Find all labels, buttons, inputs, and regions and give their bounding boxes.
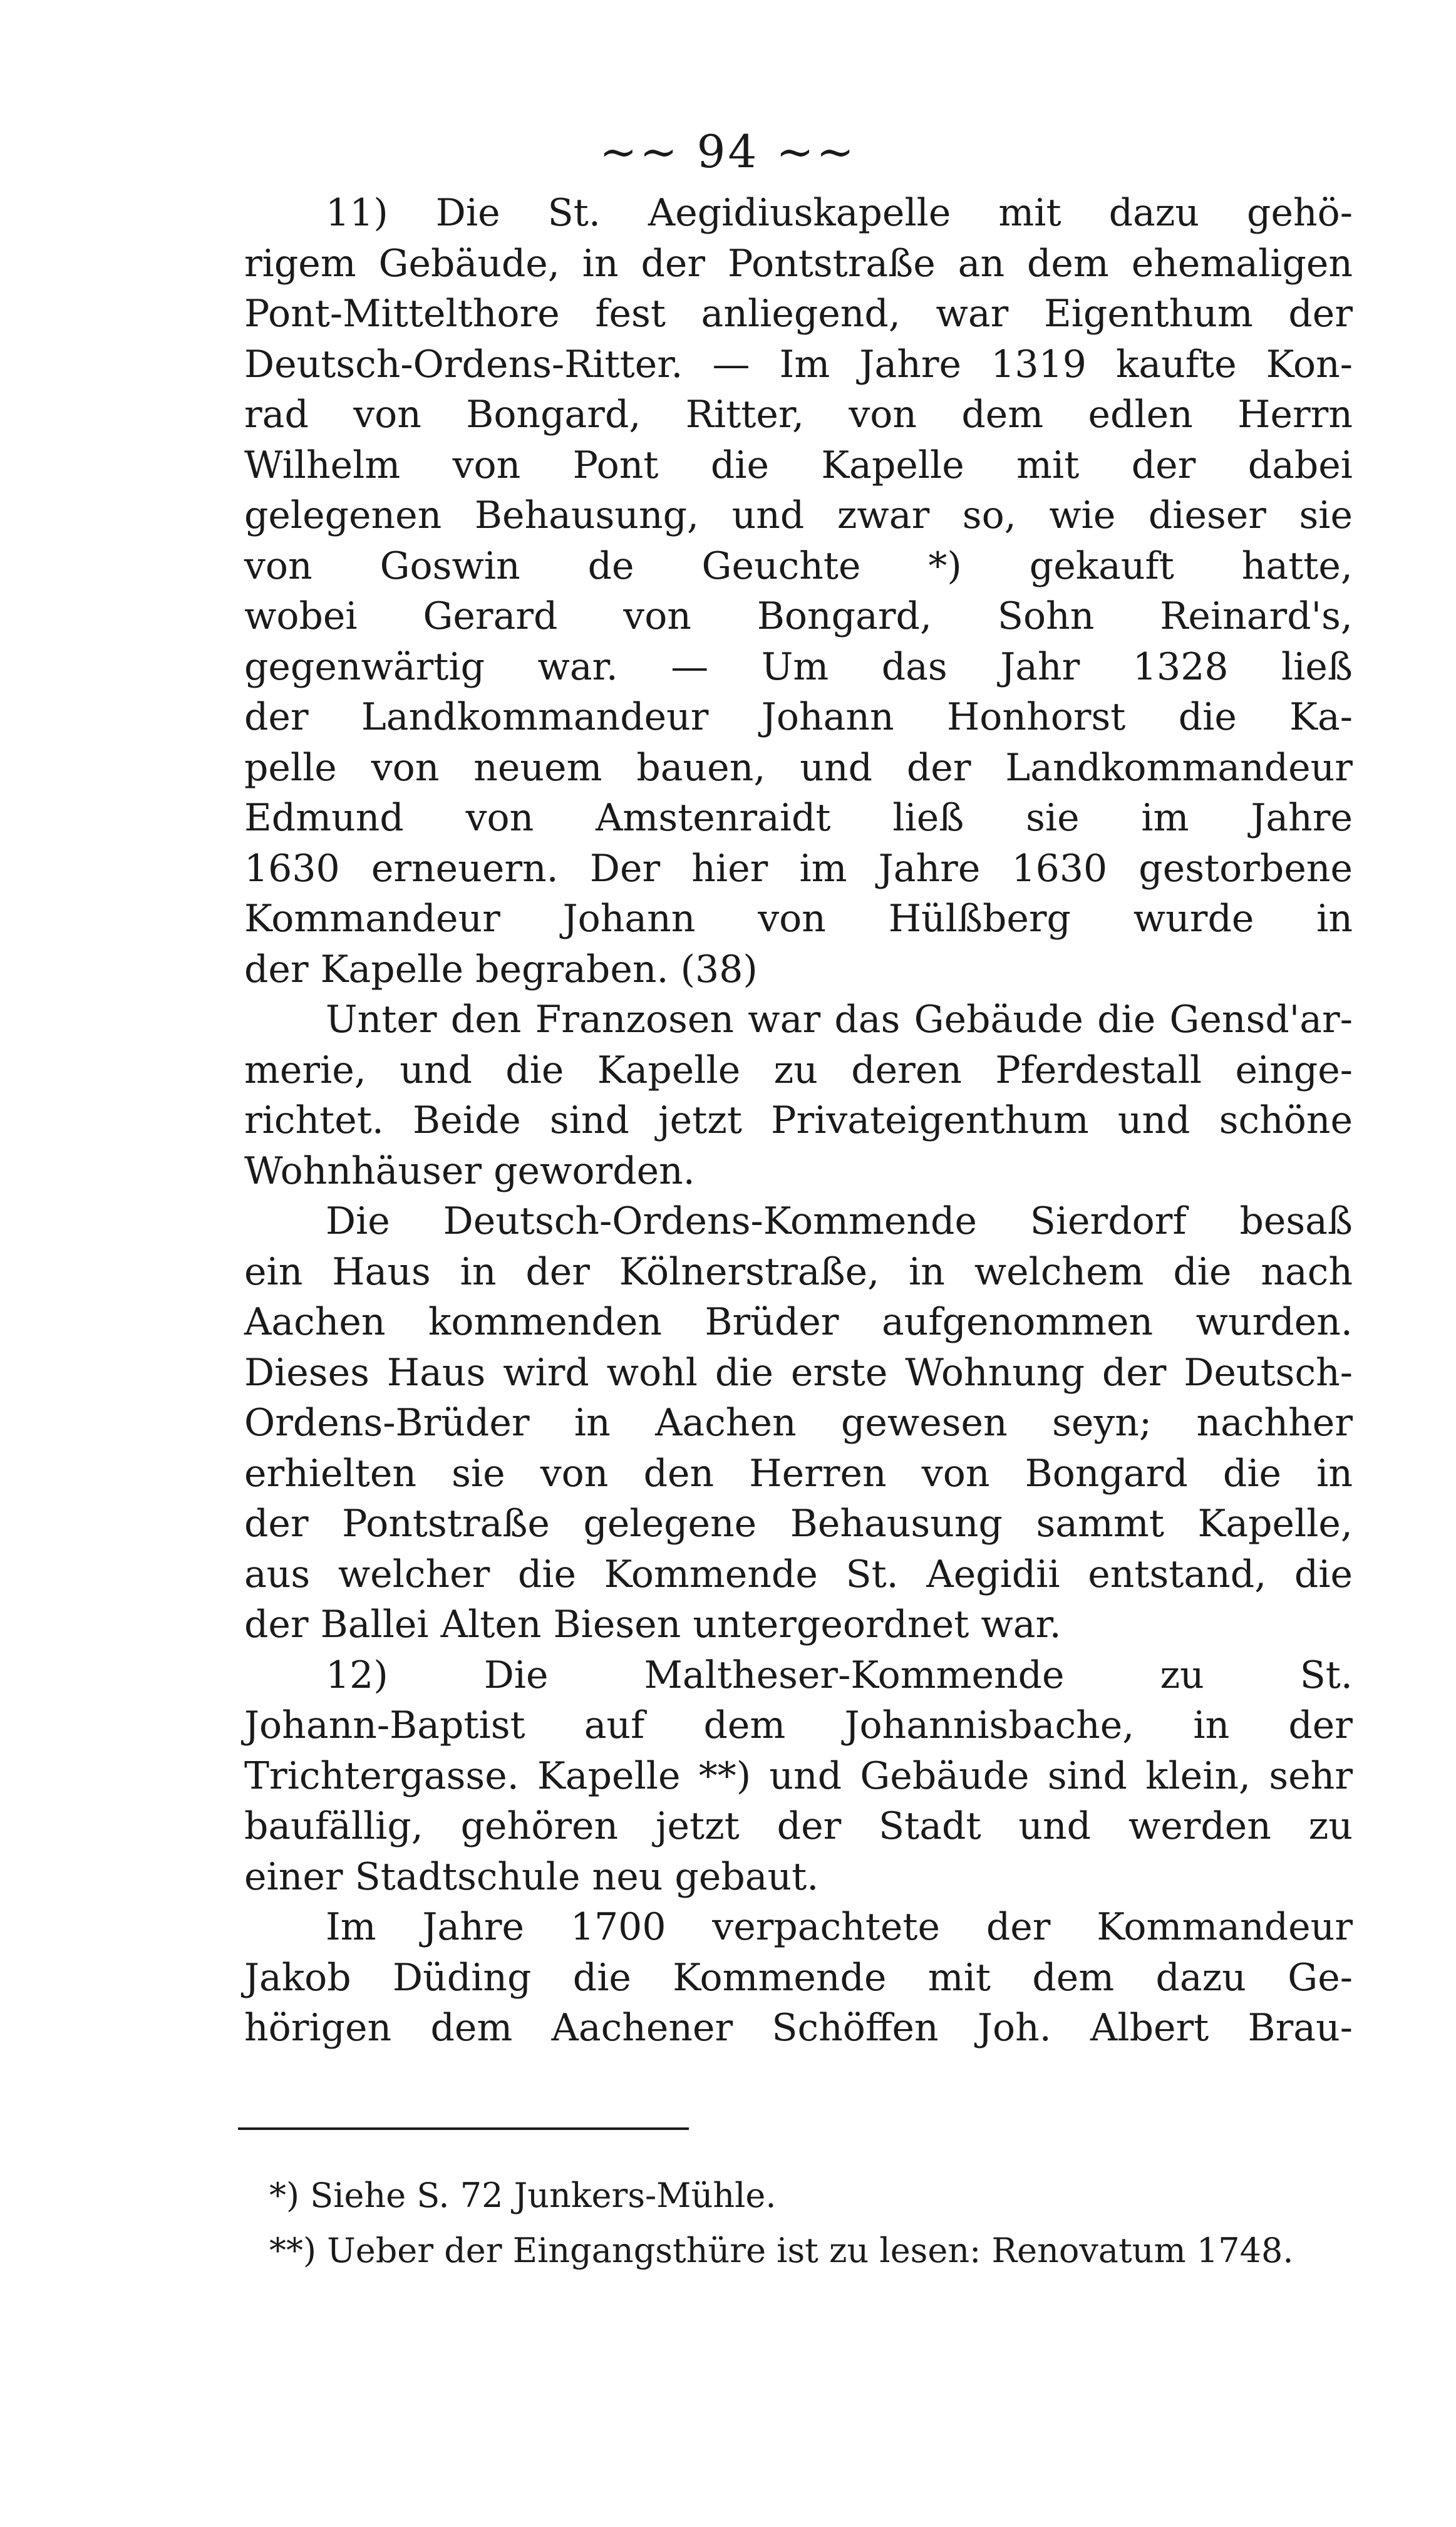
text-line: merie, und die Kapelle zu deren Pferdestall einge- [244,1048,1353,1092]
text-line: Ordens-Brüder in Aachen gewesen seyn; nachher [244,1401,1353,1445]
text-line: Wohnhäuser geworden. [244,1149,695,1193]
text-line: rigem Gebäude, in der Pontstraße an dem ehemaligen [244,241,1353,286]
text-line: Trichtergasse. Kapelle **) und Gebäude sind klein, sehr [244,1754,1353,1798]
text-line: baufällig, gehören jetzt der Stadt und werden zu [244,1804,1353,1848]
text-line: Johann-Baptist auf dem Johannisbache, in der [244,1703,1353,1747]
footnote-rule [238,2127,689,2130]
text-line: Edmund von Amstenraidt ließ sie im Jahre [244,796,1353,840]
footnote: *) Siehe S. 72 Junkers-Mühle. [269,2176,777,2215]
body-text [244,188,1353,2054]
text-line: Dieses Haus wird wohl die erste Wohnung der Deutsch- [244,1350,1353,1395]
text-line: 1630 erneuern. Der hier im Jahre 1630 gestorbene [244,846,1353,891]
text-line: rad von Bongard, Ritter, von dem edlen Herrn [244,393,1353,437]
footnote: **) Ueber der Eingangsthüre ist zu lesen: Renovatum 1748. [269,2231,1294,2270]
text-line: 12) Die Maltheser-Kommende zu St. [326,1653,1353,1697]
text-line: richtet. Beide sind jetzt Privateigenthum und schöne [244,1098,1353,1142]
text-line: Deutsch-Ordens-Ritter. — Im Jahre 1319 kaufte Kon- [244,342,1353,386]
text-line: Unter den Franzosen war das Gebäude die Gensd'ar- [326,998,1353,1041]
text-line: gelegenen Behausung, und zwar so, wie dieser sie [244,494,1353,537]
text-line: der Landkommandeur Johann Honhorst die Ka- [244,695,1353,739]
text-line: Aachen kommenden Brüder aufgenommen wurden. [244,1300,1353,1344]
page-number: ~~ 94 ~~ [599,125,857,178]
text-line: pelle von neuem bauen, und der Landkommandeur [244,745,1353,790]
text-line: von Goswin de Geuchte *) gekauft hatte, [244,544,1353,588]
text-line: einer Stadtschule neu gebaut. [244,1854,819,1899]
footnotes [269,2168,1353,2278]
text-line: wobei Gerard von Bongard, Sohn Reinard's, [244,594,1353,638]
text-line: Kommandeur Johann von Hülßberg wurde in [244,897,1353,941]
text-line: Wilhelm von Pont die Kapelle mit der dabei [244,443,1353,487]
text-line: 11) Die St. Aegidiuskapelle mit dazu gehö- [326,191,1353,235]
text-line: aus welcher die Kommende St. Aegidii entstand, die [244,1552,1353,1596]
text-line: erhielten sie von den Herren von Bongard die in [244,1451,1353,1496]
text-line: ein Haus in der Kölnerstraße, in welchem die nach [244,1249,1353,1294]
text-line: gegenwärtig war. — Um das Jahr 1328 ließ [244,644,1353,689]
text-line: der Ballei Alten Biesen untergeordnet war. [244,1603,1061,1646]
text-line: hörigen dem Aachener Schöffen Joh. Albert Brau- [244,2006,1353,2050]
text-line: Jakob Düding die Kommende mit dem dazu Ge- [244,1955,1353,2000]
text-line: Im Jahre 1700 verpachtete der Kommandeur [326,1905,1353,1949]
text-line: Pont-Mittelthore fest anliegend, war Eigenthum der [244,292,1353,336]
text-line: Die Deutsch-Ordens-Kommende Sierdorf besaß [326,1199,1353,1243]
text-line: der Pontstraße gelegene Behausung sammt Kapelle, [244,1502,1353,1546]
text-line: der Kapelle begraben. (38) [244,947,758,991]
